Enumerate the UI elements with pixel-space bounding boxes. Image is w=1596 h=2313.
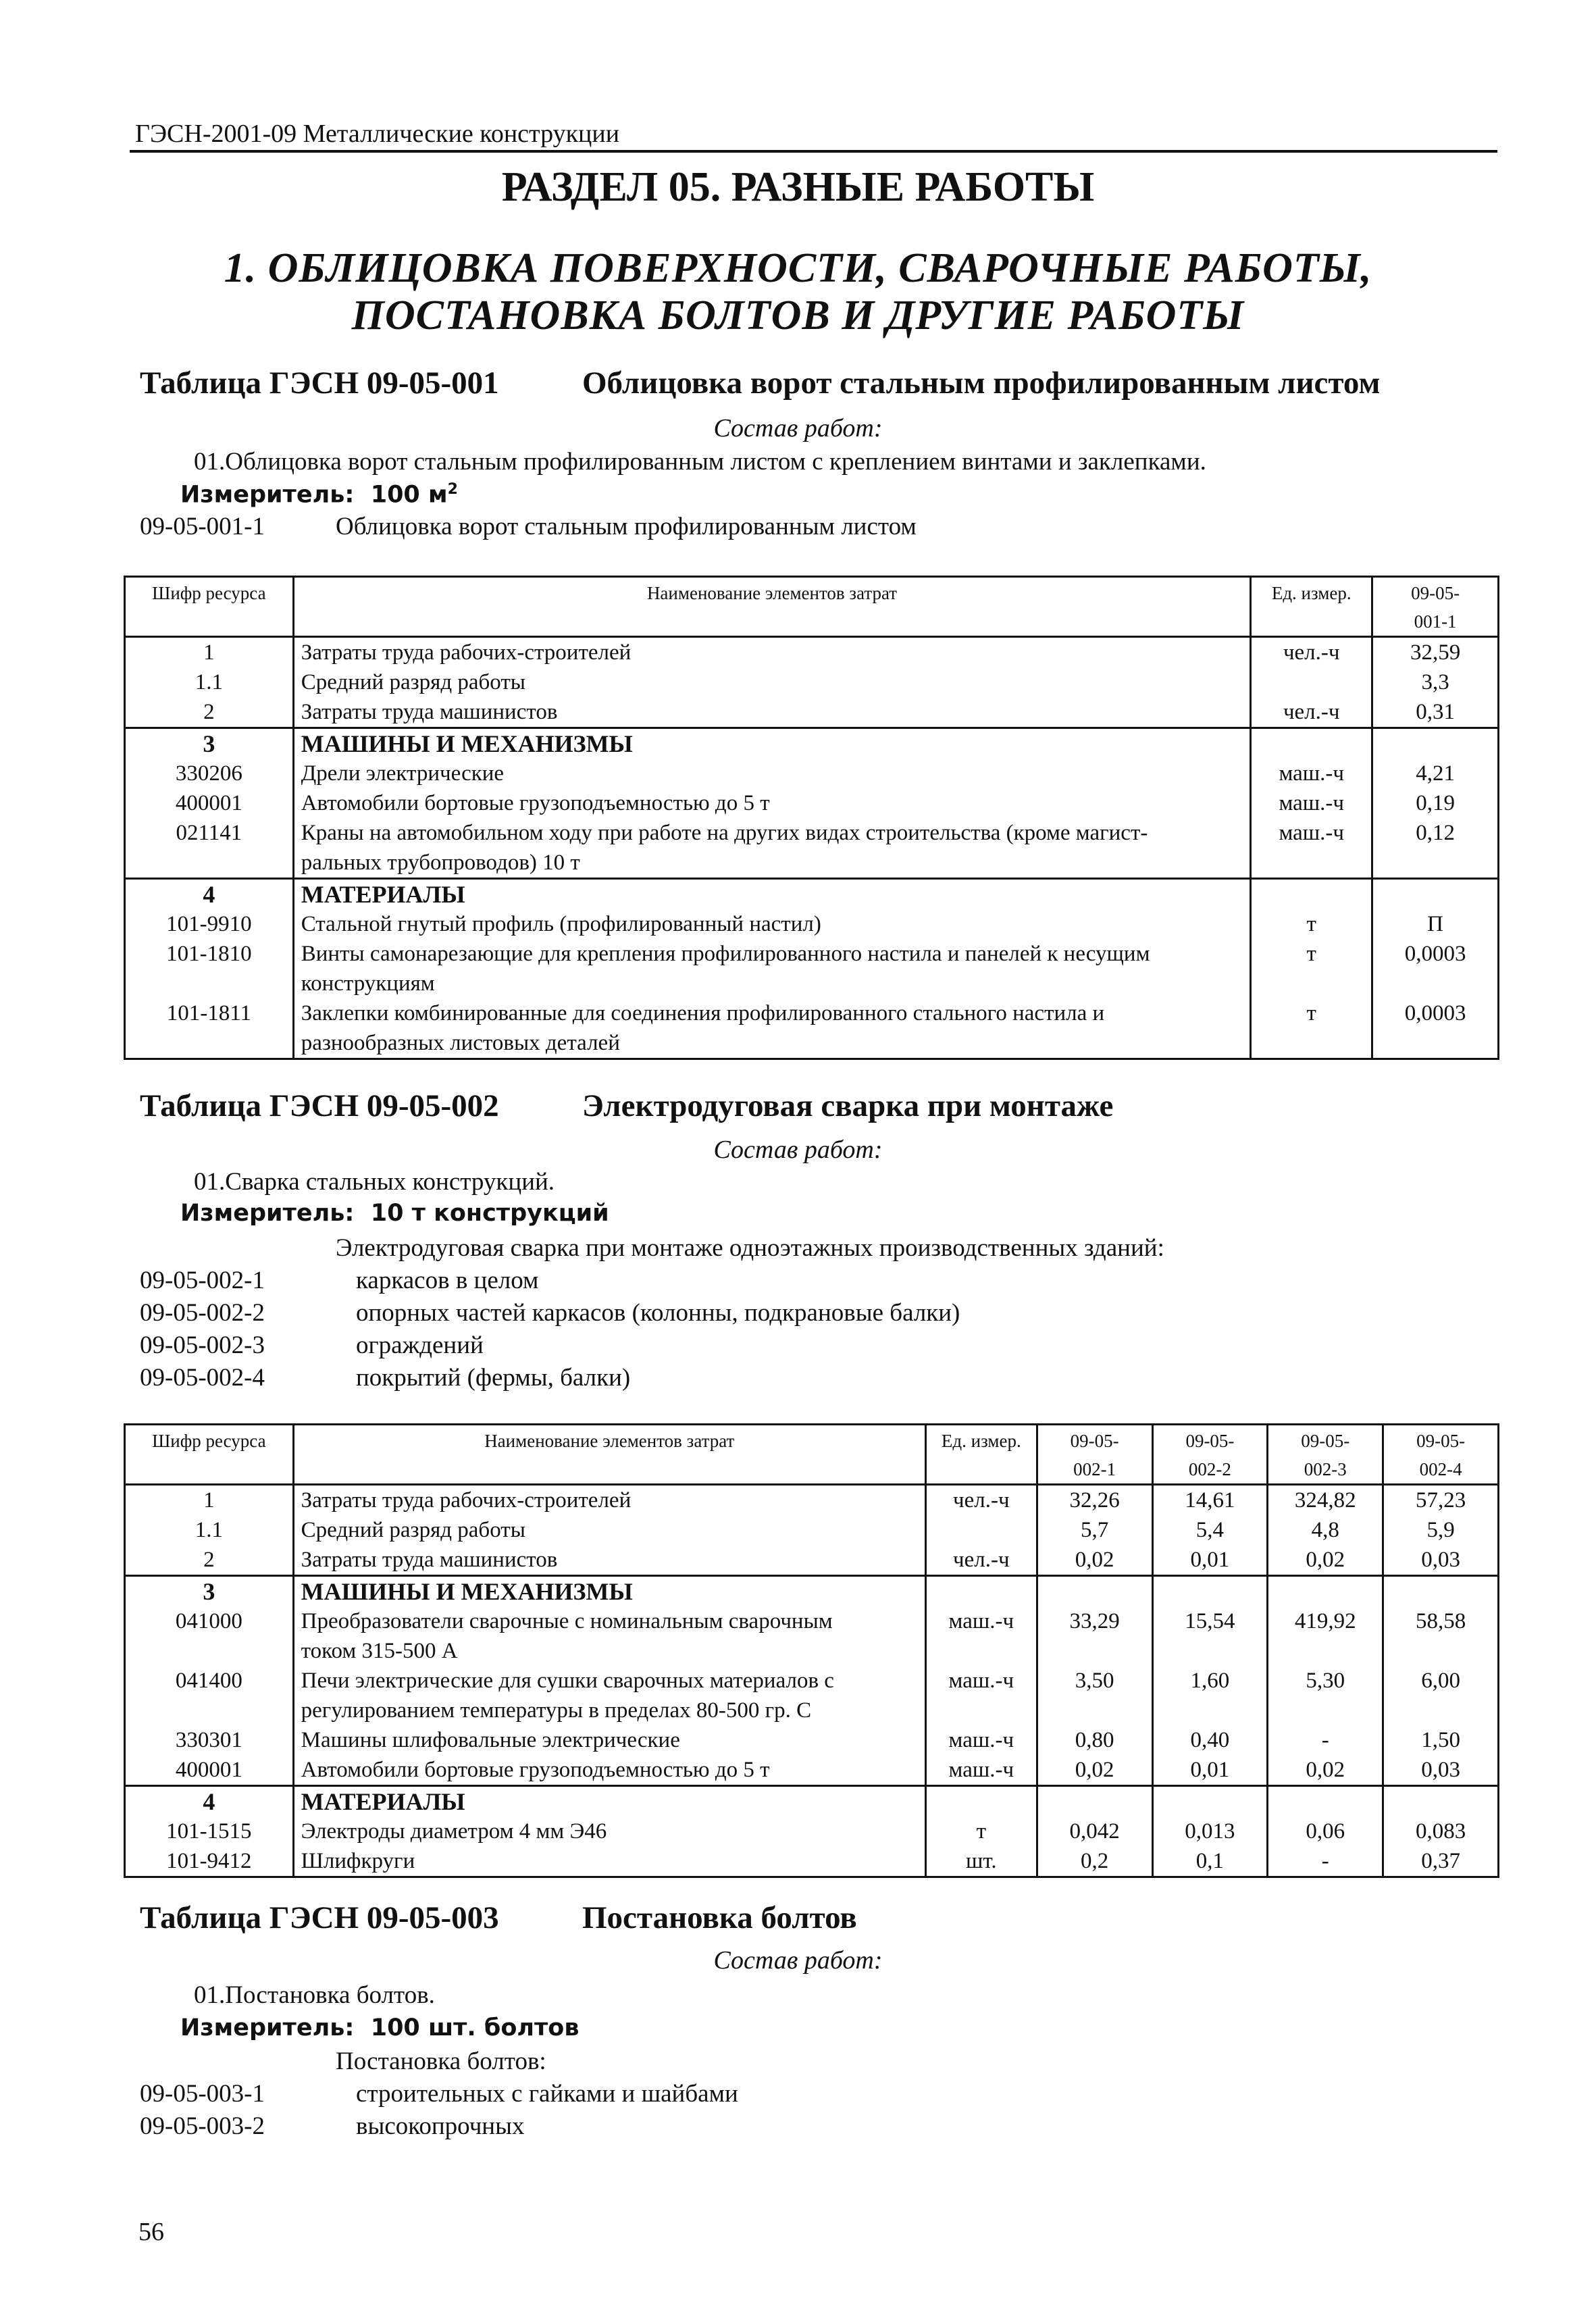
table-row: 400001 Автомобили бортовые грузоподъемностью до 5 т маш.-ч 0,19 (125, 788, 1499, 818)
section-title: РАЗДЕЛ 05. РАЗНЫЕ РАБОТЫ (501, 164, 1095, 210)
measure-value: 10 т конструкций (370, 1200, 609, 1227)
table-row: 400001 Автомобили бортовые грузоподъемностью до 5 т маш.-ч 0,02 0,01 0,02 0,03 (125, 1755, 1499, 1786)
table-row: 330206 Дрели электрические маш.-ч 4,21 (125, 759, 1499, 788)
table1-measure (180, 481, 458, 509)
table3-item-code: 09-05-003-2 (140, 2112, 265, 2140)
subsection-title-line1: 1. ОБЛИЦОВКА ПОВЕРХНОСТИ, СВАРОЧНЫЕ РАБОТЫ, (224, 245, 1372, 291)
table-row-continuation: ральных трубопроводов) 10 т (125, 848, 1499, 879)
table-row: 101-9910 Стальной гнутый профиль (профилированный настил) т П (125, 909, 1499, 939)
table1-work: 01.Облицовка ворот стальным профилированным листом с креплением винтами и заклепками. (194, 448, 1206, 476)
table3-measure (180, 2014, 580, 2041)
table1-item-code: 09-05-001-1 (140, 513, 265, 540)
table3-name: Постановка болтов (582, 1900, 857, 1935)
table-row: 1.1 Средний разряд работы 5,7 5,4 4,8 5,9 (125, 1515, 1499, 1545)
col-header-norm: 09-05- 002-2 (1152, 1425, 1268, 1485)
table2-item-name: опорных частей каркасов (колонны, подкрановые балки) (356, 1299, 960, 1327)
col-header-unit: Ед. измер. (925, 1425, 1037, 1485)
col-header-code: Шифр ресурса (125, 1425, 294, 1485)
table-row-continuation: регулированием температуры в пределах 80-500 гр. С (125, 1696, 1499, 1725)
table1-label: Таблица ГЭСН 09-05-001 (140, 365, 499, 401)
table2-work: 01.Сварка стальных конструкций. (194, 1168, 555, 1196)
resource-table-2 (124, 1423, 1499, 1878)
table1-item-name: Облицовка ворот стальным профилированным листом (336, 513, 917, 540)
table2-intro: Электродуговая сварка при монтаже одноэтажных производственных зданий: (336, 1234, 1164, 1262)
measure-label: Измеритель: (180, 481, 355, 509)
table-row: 2 Затраты труда машинистов чел.-ч 0,31 (125, 697, 1499, 728)
table3-intro: Постановка болтов: (336, 2048, 546, 2075)
table-row: 1 Затраты труда рабочих-строителей чел.-ч 32,26 14,61 324,82 57,23 (125, 1485, 1499, 1516)
table2-label: Таблица ГЭСН 09-05-002 (140, 1088, 499, 1123)
col-header-norm: 09-05- 001-1 (1372, 577, 1499, 637)
header-rule (130, 150, 1497, 153)
table-row: 101-1515 Электроды диаметром 4 мм Э46 т 0,042 0,013 0,06 0,083 (125, 1816, 1499, 1846)
table3-label: Таблица ГЭСН 09-05-003 (140, 1900, 499, 1935)
measure-value: 100 шт. болтов (370, 2014, 580, 2041)
resource-table-1 (124, 576, 1499, 1060)
page-number: 56 (138, 2218, 164, 2246)
table3-sostav-label: Состав работ: (713, 1946, 883, 1975)
measure-sup: 2 (447, 481, 458, 498)
table3-item-name: высокопрочных (356, 2112, 525, 2140)
table-row-continuation: конструкциям (125, 969, 1499, 998)
table2-name: Электродуговая сварка при монтаже (582, 1088, 1114, 1123)
col-header-name: Наименование элементов затрат (293, 1425, 925, 1485)
measure-value: 100 м (370, 481, 448, 509)
table-row-group-heading: 3 МАШИНЫ И МЕХАНИЗМЫ (125, 728, 1499, 759)
col-header-unit: Ед. измер. (1251, 577, 1372, 637)
table2-item-name: ограждений (356, 1331, 484, 1359)
table-row: 1.1 Средний разряд работы 3,3 (125, 667, 1499, 697)
measure-label: Измеритель: (180, 2014, 355, 2041)
table1-name: Облицовка ворот стальным профилированным листом (582, 365, 1381, 401)
table2-measure (180, 1200, 609, 1227)
table-row-continuation: током 315-500 А (125, 1636, 1499, 1666)
table-row: 101-1811 Заклепки комбинированные для соединения профилированного стального настила и т 0,0003 (125, 998, 1499, 1028)
col-header-code: Шифр ресурса (125, 577, 294, 637)
table2-item-code: 09-05-002-4 (140, 1364, 265, 1392)
table-row: 041400 Печи электрические для сушки сварочных материалов с маш.-ч 3,50 1,60 5,30 6,00 (125, 1666, 1499, 1696)
running-header: ГЭСН-2001-09 Металлические конструкции (135, 120, 620, 148)
col-header-name: Наименование элементов затрат (293, 577, 1251, 637)
table-row: 101-1810 Винты самонарезающие для крепления профилированного настила и панелей к несущим т 0,0003 (125, 939, 1499, 969)
table3-item-code: 09-05-003-1 (140, 2080, 265, 2108)
table-row-group-heading: 3 МАШИНЫ И МЕХАНИЗМЫ (125, 1576, 1499, 1607)
table-row: 021141 Краны на автомобильном ходу при работе на других видах строительства (кроме магист- маш.-ч 0,12 (125, 818, 1499, 848)
table-header-row (125, 577, 1499, 637)
subsection-title-line2: ПОСТАНОВКА БОЛТОВ И ДРУГИЕ РАБОТЫ (351, 293, 1245, 338)
table2-item-code: 09-05-002-2 (140, 1299, 265, 1327)
table-row-continuation: разнообразных листовых деталей (125, 1028, 1499, 1059)
table1-sostav-label: Состав работ: (713, 414, 883, 442)
table-row: 101-9412 Шлифкруги шт. 0,2 0,1 - 0,37 (125, 1846, 1499, 1877)
col-header-norm: 09-05- 002-3 (1268, 1425, 1383, 1485)
table-row-group-heading: 4 МАТЕРИАЛЫ (125, 1786, 1499, 1817)
table-row-group-heading: 4 МАТЕРИАЛЫ (125, 879, 1499, 910)
table3-work: 01.Постановка болтов. (194, 1981, 435, 2009)
table-header-row (125, 1425, 1499, 1485)
table2-item-code: 09-05-002-3 (140, 1331, 265, 1359)
table2-item-name: покрытий (фермы, балки) (356, 1364, 631, 1392)
measure-label: Измеритель: (180, 1200, 355, 1227)
table2-item-code: 09-05-002-1 (140, 1267, 265, 1294)
table2-item-name: каркасов в целом (356, 1267, 539, 1294)
table-row: 1 Затраты труда рабочих-строителей чел.-ч 32,59 (125, 637, 1499, 668)
table-row: 2 Затраты труда машинистов чел.-ч 0,02 0,01 0,02 0,03 (125, 1545, 1499, 1576)
table2-sostav-label: Состав работ: (713, 1136, 883, 1164)
col-header-norm: 09-05- 002-1 (1037, 1425, 1152, 1485)
table-row: 041000 Преобразователи сварочные с номинальным сварочным маш.-ч 33,29 15,54 419,92 58,58 (125, 1606, 1499, 1636)
table3-item-name: строительных с гайками и шайбами (356, 2080, 738, 2108)
col-header-norm: 09-05- 002-4 (1383, 1425, 1499, 1485)
table-row: 330301 Машины шлифовальные электрические маш.-ч 0,80 0,40 - 1,50 (125, 1725, 1499, 1755)
